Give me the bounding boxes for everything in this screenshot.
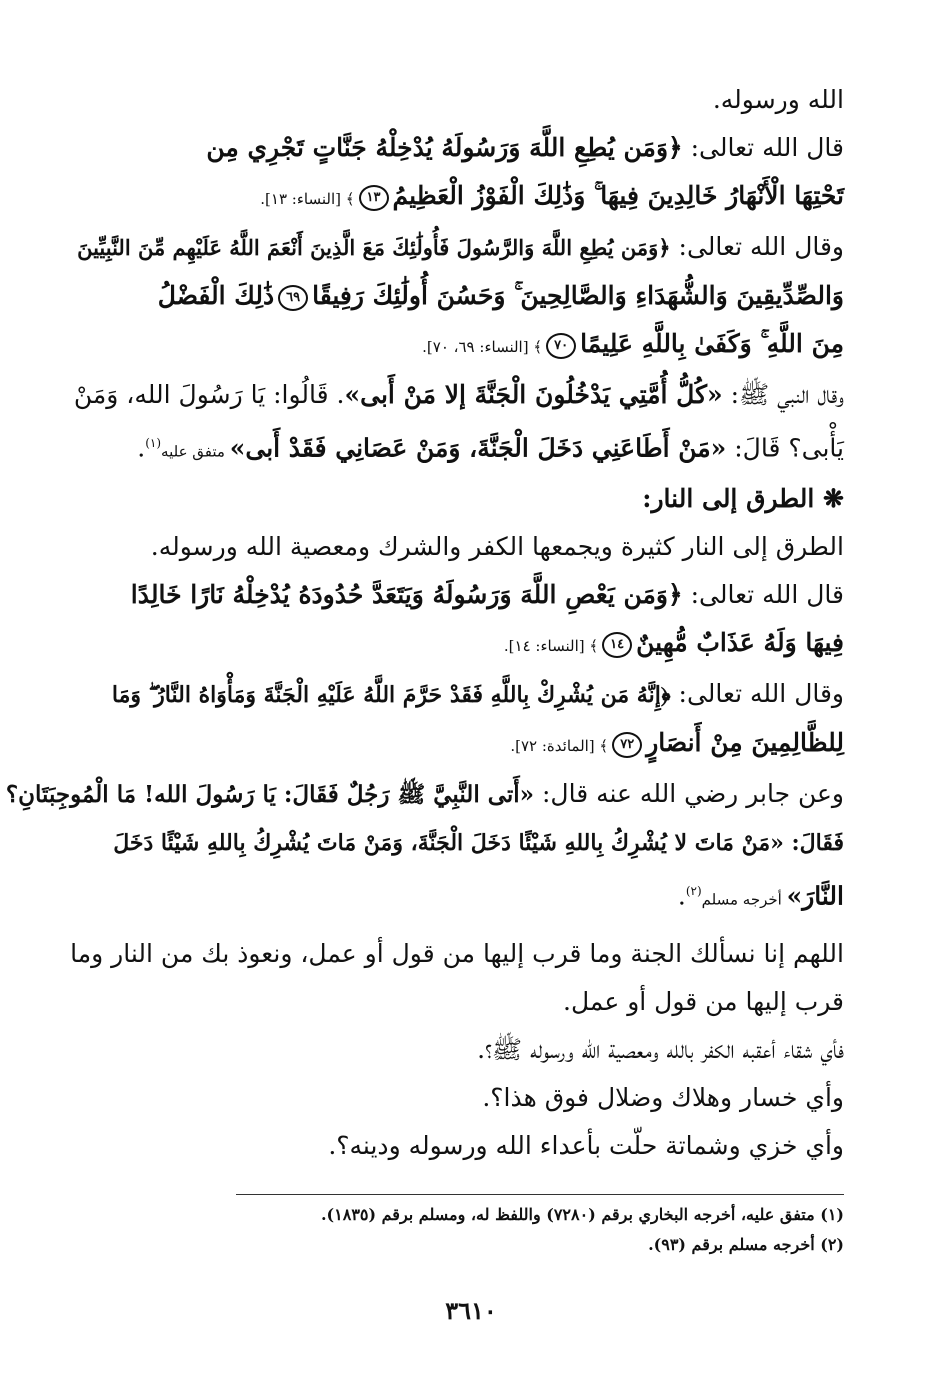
text: قرب إليها من قول أو عمل. — [563, 986, 844, 1016]
text-line — [78, 76, 844, 124]
hadith-text: فَقَالَ: «مَنْ مَاتَ لا يُشْرِكُ بِاللهِ شَيْئًا دَخَلَ الْجَنَّةَ، وَمَنْ مَاتَ يُشْرِكُ بِاللهِ شَيْئًا دَخَلَ — [113, 830, 844, 857]
text-line — [78, 719, 844, 770]
text: الطرق إلى النار كثيرة ويجمعها الكفر والشرك ومعصية الله ورسوله. — [150, 532, 844, 562]
text: وأي خسار وهلاك وضلال فوق هذا؟. — [482, 1082, 844, 1112]
text: وقال الله تعالى: — [670, 679, 844, 709]
verse-reference: ﴾ [المائدة: ٧٢]. — [510, 737, 609, 756]
text-line — [78, 819, 844, 867]
text-line — [78, 272, 844, 320]
text-line — [73, 371, 844, 419]
text: وقال الله تعالى: — [670, 232, 844, 261]
text-line — [78, 571, 844, 619]
text-line — [78, 619, 844, 670]
page-body — [5, 76, 844, 1170]
footnote-marker: (١) — [145, 436, 162, 450]
text: . — [677, 881, 686, 911]
quran-verse: ﴿وَمَن يَعْصِ اللَّهَ وَرَسُولَهُ وَيَتَعَدَّ حُدُودَهُ يُدْخِلْهُ نَارًا خَالِدًا — [130, 580, 683, 610]
text-line — [78, 867, 844, 923]
text-line — [78, 419, 844, 475]
quran-verse: مِنَ اللَّهِ ۚ وَكَفَىٰ بِاللَّهِ عَلِيمًا — [580, 329, 844, 358]
quran-verse: تَحْتِهَا الْأَنْهَارُ خَالِدِينَ فِيهَا ۚ وَذَٰلِكَ الْفَوْزُ الْعَظِيمُ — [392, 181, 844, 210]
text-line — [78, 978, 844, 1026]
text: اللهم إنا نسألك الجنة وما قرب إليها من قول أو عمل، ونعوذ بك من النار وما — [70, 938, 844, 968]
text: الله ورسوله. — [712, 85, 844, 114]
text-line — [78, 1122, 844, 1170]
verse-reference: ﴾ [النساء: ١٣]. — [260, 190, 355, 208]
text: . قَالُوا: يَا رَسُولَ الله، وَمَنْ — [73, 380, 345, 409]
ayah-number: ٦٩ — [278, 285, 308, 311]
source-note: متفق عليه — [161, 442, 230, 461]
text: فأي شقاء أعقبه الكفر بالله ومعصية الله ورسوله ﷺ؟. — [477, 1034, 844, 1064]
ayah-number: ١٣ — [359, 185, 389, 211]
footnote-marker: (٢) — [685, 884, 702, 899]
page-number: ٣٦١٠ — [445, 1296, 497, 1325]
text-line — [70, 930, 844, 978]
text-line — [78, 1026, 844, 1074]
text-line — [78, 223, 844, 272]
quran-verse: ذَٰلِكَ الْفَضْلُ — [157, 281, 275, 310]
hadith-text: النَّارَ» — [786, 881, 844, 911]
hadith-text: «أَتى النَّبِيَّ ﷺ رَجُلٌ فَقَالَ: يَا رَسُولَ الله! مَا الْمُوجِبَتَانِ؟ — [5, 781, 535, 809]
verse-reference: ﴾ [النساء: ١٤]. — [503, 637, 599, 656]
quran-verse: ﴿إِنَّهُ مَن يُشْرِكْ بِاللَّهِ فَقَدْ حَرَّمَ اللَّهُ عَلَيْهِ الْجَنَّةَ وَمَأْوَاهُ النَّارُ ۖ وَمَا — [111, 682, 671, 709]
hadith-text: «كُلُّ أُمَّتِي يَدْخُلُونَ الْجَنَّةَ إلا مَنْ أَبى» — [344, 380, 723, 409]
text: قال الله تعالى: — [682, 580, 844, 610]
text-line — [78, 523, 844, 571]
quran-verse: ﴿وَمَن يُطِعِ اللَّهَ وَالرَّسُولَ فَأُولَٰئِكَ مَعَ الَّذِينَ أَنْعَمَ اللَّهُ عَلَيْهِم مِّنَ النَّبِيِّينَ — [77, 235, 671, 260]
footnote-2: (٢) أخرجه مسلم برقم (٩٣). — [648, 1235, 844, 1254]
text-line — [78, 320, 844, 371]
text: وقال النبي ﷺ: — [722, 380, 844, 409]
heading-text: ❋ الطرق إلى النار: — [642, 484, 844, 514]
section-heading — [78, 475, 844, 523]
text-line — [78, 172, 844, 223]
ayah-number: ٧٢ — [612, 732, 642, 758]
quran-verse: ﴿وَمَن يُطِعِ اللَّهَ وَرَسُولَهُ يُدْخِلْهُ جَنَّاتٍ تَجْرِي مِن — [206, 133, 683, 162]
ayah-number: ٧٠ — [546, 333, 576, 359]
verse-reference: ﴾ [النساء: ٦٩، ٧٠]. — [422, 338, 543, 356]
footnotes — [78, 1194, 844, 1260]
text: يَأْبى؟ قَالَ: — [726, 433, 844, 463]
ayah-number: ١٤ — [602, 632, 632, 658]
source-note: أخرجه مسلم — [701, 890, 787, 909]
footnote-1: (١) متفق عليه، أخرجه البخاري برقم (٧٢٨٠) واللفظ له، ومسلم برقم (١٨٣٥). — [320, 1205, 844, 1224]
quran-verse: وَالصِّدِّيقِينَ وَالشُّهَدَاءِ وَالصَّالِحِينَ ۚ وَحَسُنَ أُولَٰئِكَ رَفِيقًا — [312, 281, 844, 310]
text-line — [78, 124, 844, 172]
text-line — [5, 770, 844, 819]
quran-verse: لِلظَّالِمِينَ مِنْ أَنصَارٍ — [646, 728, 844, 758]
text: وأي خزي وشماتة حلّت بأعداء الله ورسوله ودينه؟. — [328, 1130, 844, 1160]
text: قال الله تعالى: — [682, 133, 844, 162]
text: . — [137, 433, 146, 463]
quran-verse: فِيهَا وَلَهُ عَذَابٌ مُّهِينٌ — [636, 628, 844, 658]
hadith-text: «مَنْ أَطَاعَنِي دَخَلَ الْجَنَّةَ، وَمَنْ عَصَانِي فَقَدْ أَبى» — [229, 433, 727, 463]
text: وعن جابر رضي الله عنه قال: — [534, 779, 844, 809]
text-line — [78, 1074, 844, 1122]
text-line — [78, 670, 844, 719]
